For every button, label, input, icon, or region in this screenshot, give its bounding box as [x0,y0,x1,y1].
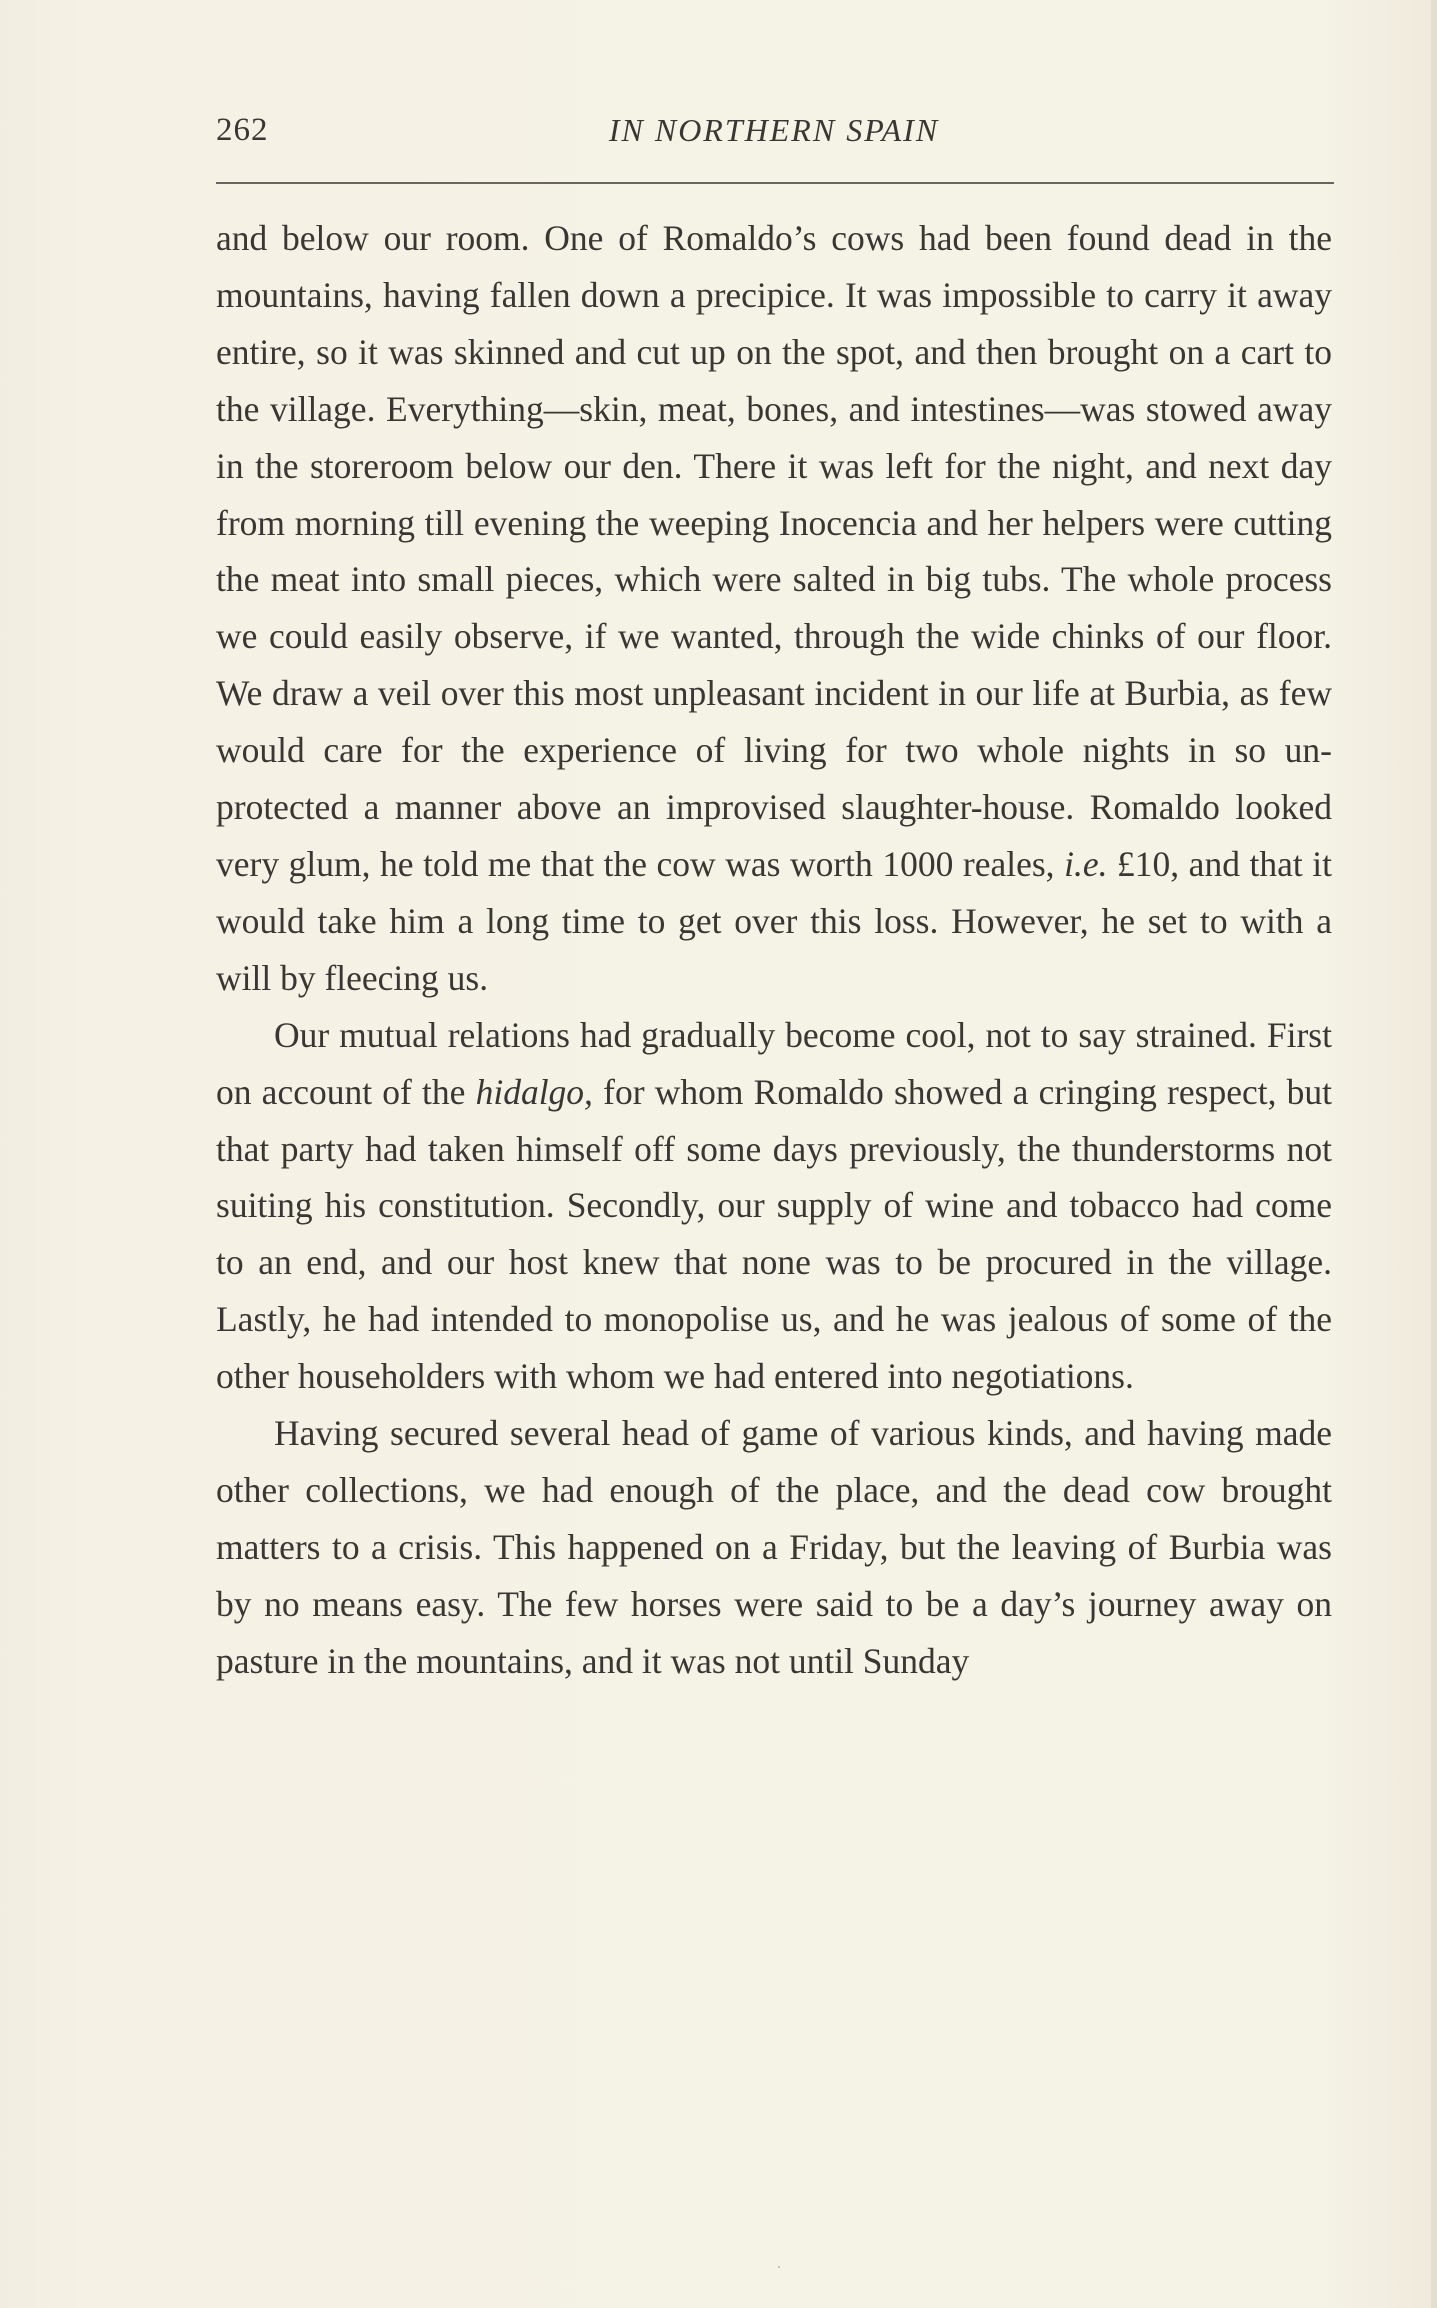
paragraph-2 [216,1007,1332,1405]
running-head [216,108,1332,158]
italic-run: hidalgo, [475,1071,593,1112]
paper-fleck [778,2266,780,2268]
text-run: Our mutual relations had gradually become cool, not to say strained. First on account of the [216,1014,1332,1112]
text-run: for whom Romaldo showed a cringing respect, but that party had taken himself off some days previously, the thunderstorms not suiting his constitution. Secondly, our supply of wine and tobacco had come to an end, and our host knew that none was to be procured in the village. Lastly, he had intended to monopolise us, and he was jealous of some of the other householders with whom we had entered into negotiations. [216,1071,1332,1397]
text-run: Having secured several head of game of various kinds, and having made other collections, we had enough of the place, and the dead cow brought matters to a crisis. This happened on a Friday, but the leaving of Burbia was by no means easy. The few horses were said to be a day’s journey away on pasture in the mountains, and it was not until Sunday [216,1413,1332,1681]
italic-run: i.e. [1064,843,1108,884]
paragraph-3 [216,1405,1332,1690]
header-rule [216,182,1334,184]
running-title: IN NORTHERN SPAIN [608,112,940,148]
text-run: and below our room. One of Romaldo’s cows had been found dead in the mountains, having fallen down a precipice. It was impossible to carry it away entire, so it was skinned and cut up on the spot, and then brought on a cart to the village. Everything—skin, meat, bones, and intestines—was stowed away in the storeroom below our den. There it was left for the night, and next day from morning till evening the weeping Inocencia and her helpers were cutting the meat into small pieces, which were salted in big tubs. The whole process we could easily observe, if we wanted, through the wide chinks of our floor. We draw a veil over this most unpleasant incident in our life at Burbia, as few would care for the experience of living for two whole nights in so un-protected a manner above an improvised slaughter-house. Romaldo looked very glum, he told me that the cow was worth 1000 reales, [216,218,1332,884]
page-edge [1431,0,1437,2308]
page-number: 262 [216,112,269,148]
body-text [216,210,1332,1690]
text-run: £10, and that it would take him a long time to get over this loss. However, he set to with a will by fleecing us. [216,843,1333,998]
paragraph-1 [216,210,1332,1007]
